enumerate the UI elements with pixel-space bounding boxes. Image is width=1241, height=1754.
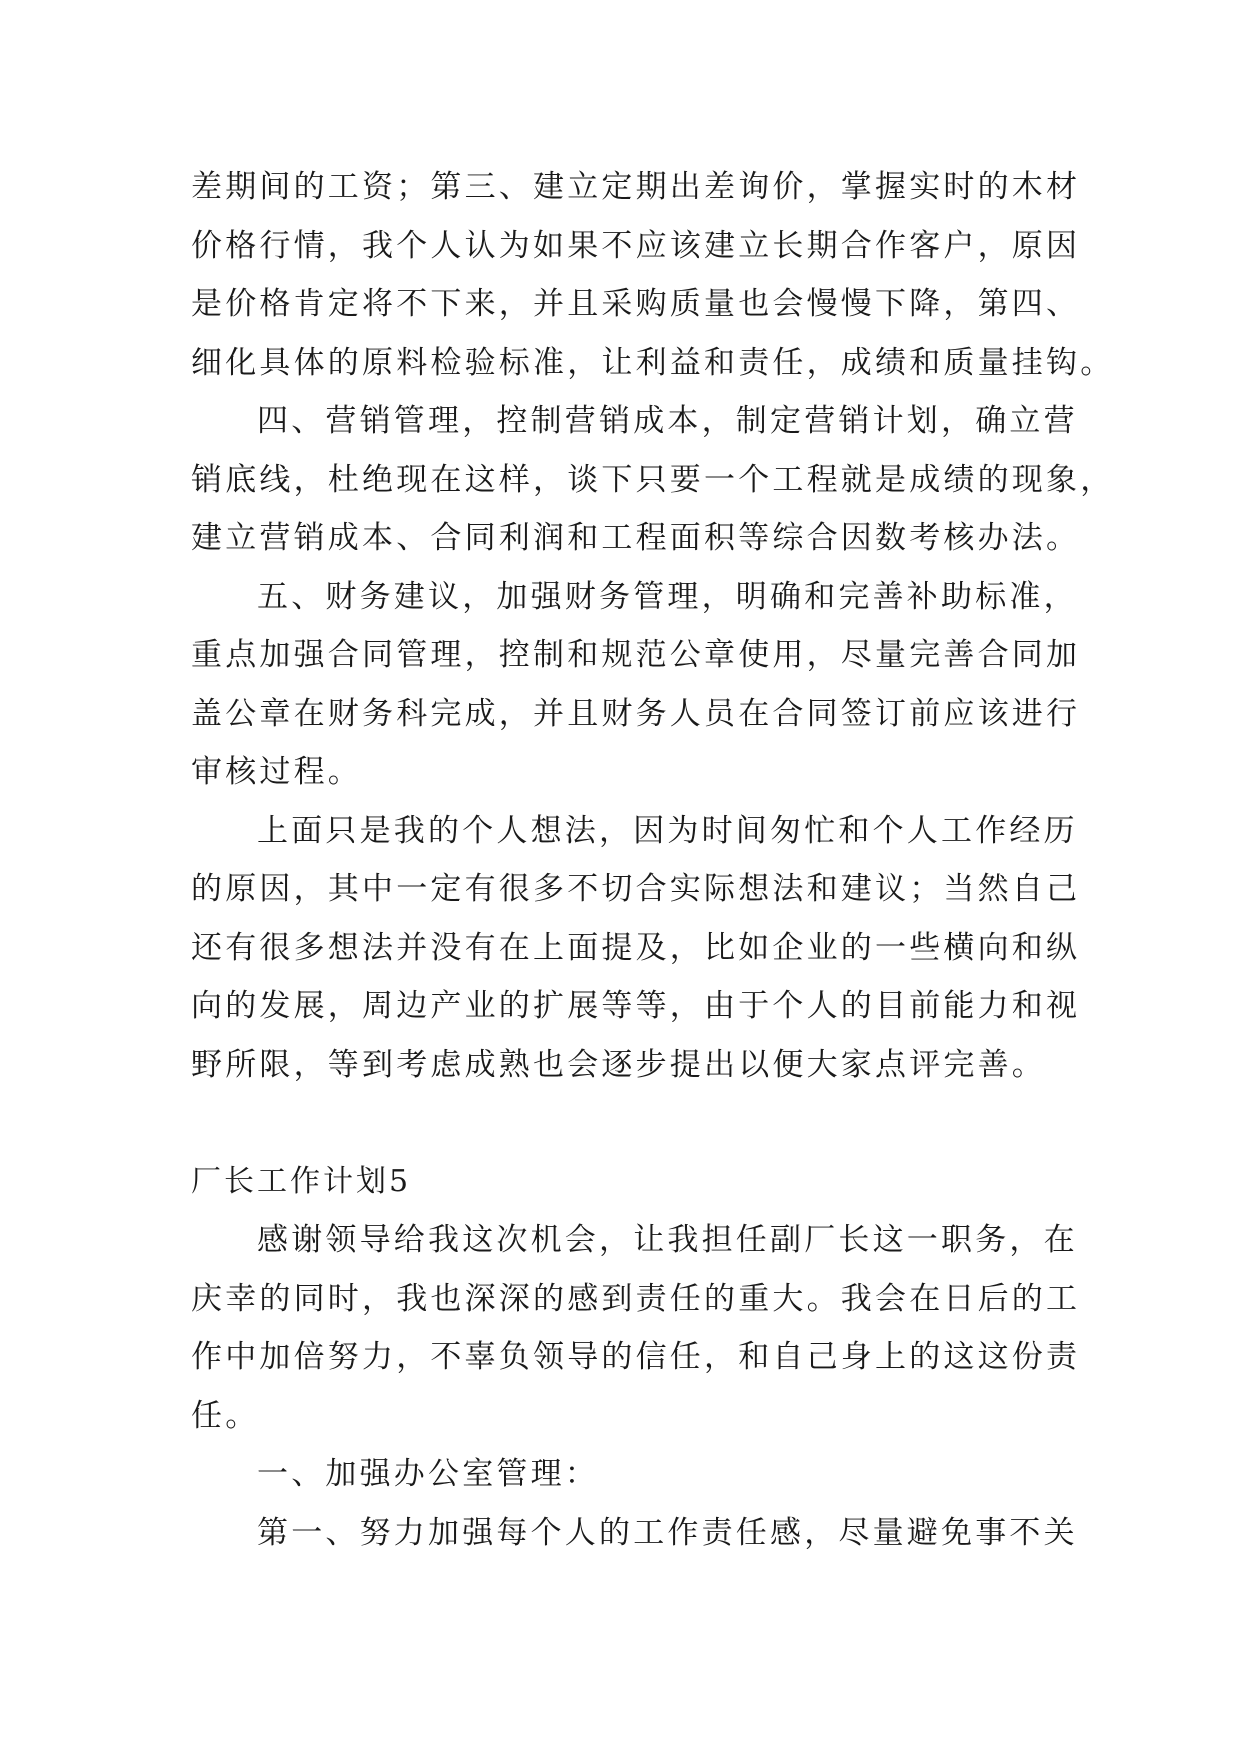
text-line: 上面只是我的个人想法，因为时间匆忙和个人工作经历 [257, 812, 1078, 849]
text-line: 一、加强办公室管理： [257, 1456, 599, 1492]
text-line: 还有很多想法并没有在上面提及，比如企业的一些横向和纵 [191, 929, 1081, 966]
document-body [191, 158, 1115, 1562]
text-line: 野所限，等到考虑成熟也会逐步提出以便大家点评完善。 [191, 1046, 1046, 1083]
paragraph-first-point [191, 1504, 1078, 1563]
text-line: 差期间的工资；第三、建立定期出差询价，掌握实时的木材 [191, 169, 1081, 205]
text-line: 重点加强合同管理，控制和规范公章使用，尽量完善合同加 [191, 637, 1081, 673]
text-line: 审核过程。 [191, 754, 362, 790]
text-line: 四、营销管理，控制营销成本，制定营销计划，确立营 [257, 403, 1078, 439]
paragraph-office-management [191, 1445, 1051, 1504]
text-line: 盖公章在财务科完成，并且财务人员在合同签订前应该进行 [191, 695, 1081, 732]
text-line: 五、财务建议，加强财务管理，明确和完善补助标准， [257, 578, 1078, 615]
text-line: 作中加倍努力，不辜负领导的信任，和自己身上的这这份责 [191, 1339, 1081, 1375]
paragraph-finance [191, 568, 1081, 802]
text-line: 第一、努力加强每个人的工作责任感，尽量避免事不关 [257, 1514, 1078, 1551]
text-line: 建立营销成本、合同利润和工程面积等综合因数考核办法。 [191, 520, 1081, 556]
text-line: 价格行情，我个人认为如果不应该建立长期合作客户，原因 [191, 227, 1081, 264]
paragraph-introduction [191, 1211, 1081, 1445]
text-line: 销底线，杜绝现在这样，谈下只要一个工程就是成绩的现象， [191, 461, 1115, 498]
text-line: 任。 [191, 1397, 260, 1434]
text-line: 感谢领导给我这次机会，让我担任副厂长这一职务，在 [257, 1222, 1078, 1258]
section-spacer [191, 1094, 1051, 1153]
section-title: 厂长工作计划5 [191, 1163, 412, 1199]
paragraph-closing-remarks [191, 802, 1081, 1095]
text-line: 庆幸的同时，我也深深的感到责任的重大。我会在日后的工 [191, 1280, 1081, 1317]
text-line: 细化具体的原料检验标准，让利益和责任，成绩和质量挂钩。 [191, 344, 1115, 381]
paragraph-marketing [191, 392, 1115, 568]
text-line: 向的发展，周边产业的扩展等等，由于个人的目前能力和视 [191, 988, 1081, 1024]
text-line: 是价格肯定将不下来，并且采购质量也会慢慢下降，第四、 [191, 286, 1081, 322]
paragraph-purchasing-continued [191, 158, 1115, 392]
text-line: 的原因，其中一定有很多不切合实际想法和建议；当然自己 [191, 871, 1081, 907]
